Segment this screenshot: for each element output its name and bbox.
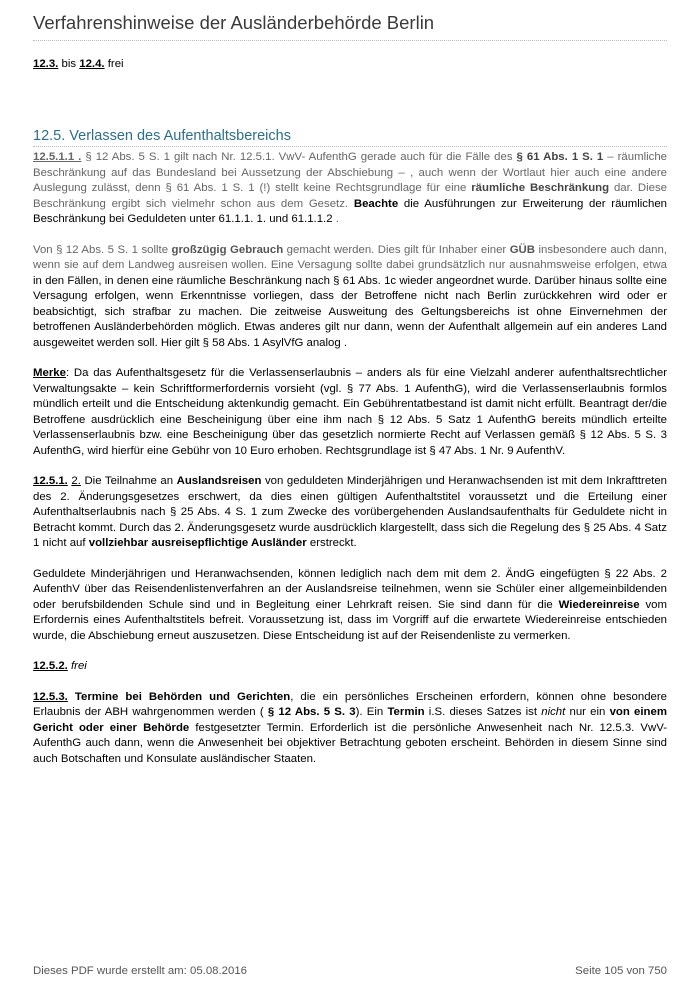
link-12-3[interactable]: 12.3. — [33, 58, 59, 70]
footer-created-date: Dieses PDF wurde erstellt am: 05.08.2016 — [33, 965, 247, 977]
page-header — [33, 12, 667, 41]
page-title: Verfahrenshinweise der Ausländerbehörde Berlin — [33, 12, 435, 33]
paragraph-merke: Merke: Da das Aufenthaltsgesetz für die Verlassenserlaubnis – anders als für eine Vielzahl anderer aufenthaltsrechtlicher Verwaltungsakte – kein Schriftformerfordernis vorsieht (vgl. § 77 Abs. 1 AufenthG), wird die Verlassenserlaubnis formlos mündlich erteilt und die Entscheidung aktenkundig gemacht. Ein Gebührentatbestand ist damit nicht erfüllt. Beantragt der/die Betroffene ausdrücklich eine Bescheinigung über eine ihm nach § 12 Abs. 5 Satz 1 AufenthG bereits mündlich erteilte Verlassenserlaubnis bzw. eine Bescheinigung über das gesetzlich normierte Recht auf Verlassen gemäß § 12 Abs. 5 S. 3 AufenthG, wird hierfür eine Gebühr von 10 Euro erhoben. Rechtsgrundlage ist § 47 Abs. 1 Nr. 9 AufenthV. — [33, 367, 667, 457]
paragraph-12-3: 12.3. bis 12.4. frei — [33, 58, 124, 70]
link-12-5-3[interactable]: 12.5.3. — [33, 690, 68, 703]
paragraph-12-5-1-1: 12.5.1.1 . § 12 Abs. 5 S. 1 gilt nach Nr. 12.5.1. VwV- AufenthG gerade auch für die Fälle des § 61 Abs. 1 S. 1 – räumliche Beschränkung auf das Bundesland bei Aussetzung der Abschiebung – , auch wenn der Wortlaut hier auch eine andere Auslegung zulässt, denn § 61 Abs. 1 S. 1 (!) stellt keine Rechtsgrundlage für eine räumliche Beschränkung dar. Diese Beschränkung ergibt sich vielmehr schon aus dem Gesetz. Beachte die Ausführungen zur Erweiterung der räumlichen Beschränkung bei Geduldeten unter 61.1.1. 1. und 61.1.1.2 . — [33, 151, 667, 225]
paragraph-12-5-1-2: 12.5.1. 2. Die Teilnahme an Auslandsreisen von geduldeten Minderjährigen und Heranwachsenden ist mit dem Inkrafttreten des 2. Änderungsgesetzes erschwert, da dies einen gültigen Aufenthaltstitel voraussetzt und die Erteilung einer Aufenthaltserlaubnis nach § 25 Abs. 4 S. 1 zum Zwecke des vorübergehenden Auslandsaufenthalts für Geduldete nicht in Betracht kommt. Durch das 2. Änderungsgesetz wurde ausdrücklich klargestellt, dass sich die Regelung des § 25 Abs. 4 Satz 1 nicht auf vollziehbar ausreisepflichtige Ausländer erstreckt. — [33, 475, 667, 549]
link-12-5-1-1[interactable]: 12.5.1.1 . — [33, 151, 82, 163]
paragraph-12-5-2: 12.5.2. frei — [33, 660, 87, 672]
footer-page-number: Seite 105 von 750 — [575, 965, 667, 977]
paragraph-12-5-3: 12.5.3. Termine bei Behörden und Gerichten, die ein persönliches Erscheinen erfordern, können ohne besondere Erlaubnis der ABH wahrgenommen werden ( § 12 Abs. 5 S. 3). Ein Termin i.S. dieses Satzes ist nicht nur ein von einem Gericht oder einer Behörde festgesetzter Termin. Erforderlich ist die persönliche Anwesenheit nach Nr. 12.5.3. VwV-AufenthG auch dann, wenn die Anwesenheit bei objektiver Betrachtung geboten erscheint. Behörden in diesem Sinne sind auch Botschaften und Konsulate ausländischer Staaten. — [33, 690, 668, 765]
paragraph-minors: Geduldete Minderjährigen und Heranwachsenden, können lediglich nach dem mit dem 2. ÄndG eingefügten § 22 Abs. 2 AufenthV über das Reisendenlistenverfahren an der Auslandsreise teilnehmen, wenn sie Schüler einer allgemeinbildenden oder berufsbildenden Schule sind und in Begleitung einer Lehrkraft reisen. Sie sind dann für die Wiedereinreise vom Erfordernis eines Aufenthaltstitels befreit. Voraussetzung ist, dass im Vorgriff auf die erwartete Wiedereinreise entschieden wurde, die Abschiebung erneut auszusetzen. Diese Entscheidung ist auf der Reisendenliste zu vermerken. — [33, 567, 668, 642]
link-12-5-2[interactable]: 12.5.2. — [33, 660, 68, 672]
link-12-4[interactable]: 12.4. — [79, 58, 105, 70]
page-footer — [33, 965, 667, 977]
paragraph-generous-use: Von § 12 Abs. 5 S. 1 sollte großzügig Gebrauch gemacht werden. Dies gilt für Inhaber einer GÜB insbesondere auch dann, wenn sie auf dem Landweg ausreisen wollen. Eine Versagung sollte dabei grundsätzlich nur ausnahmsweise erfolgen, etwa in den Fällen, in denen eine räumliche Beschränkung nach § 61 Abs. 1c wieder angeordnet wurde. Darüber hinaus sollte eine Versagung erfolgen, wenn Erkenntnisse vorliegen, dass der Betroffene nicht nach Berlin zurückkehren wird oder er beabsichtigt, sich strafbar zu machen. Die zeitweise Ausweitung des Geltungsbereichs ist ohne Einvernehmen der betroffenen Ausländerbehörden möglich. Etwas anderes gilt nur dann, wenn der Aufenthalt allgemein auf ein anderes Land ausgeweitet werden soll. Hier gilt § 58 Abs. 1 AsylVfG analog . — [33, 243, 667, 349]
section-heading: 12.5. Verlassen des Aufenthaltsbereichs — [33, 129, 667, 148]
link-12-5-1[interactable]: 12.5.1. — [33, 475, 68, 487]
document-body — [33, 57, 667, 767]
